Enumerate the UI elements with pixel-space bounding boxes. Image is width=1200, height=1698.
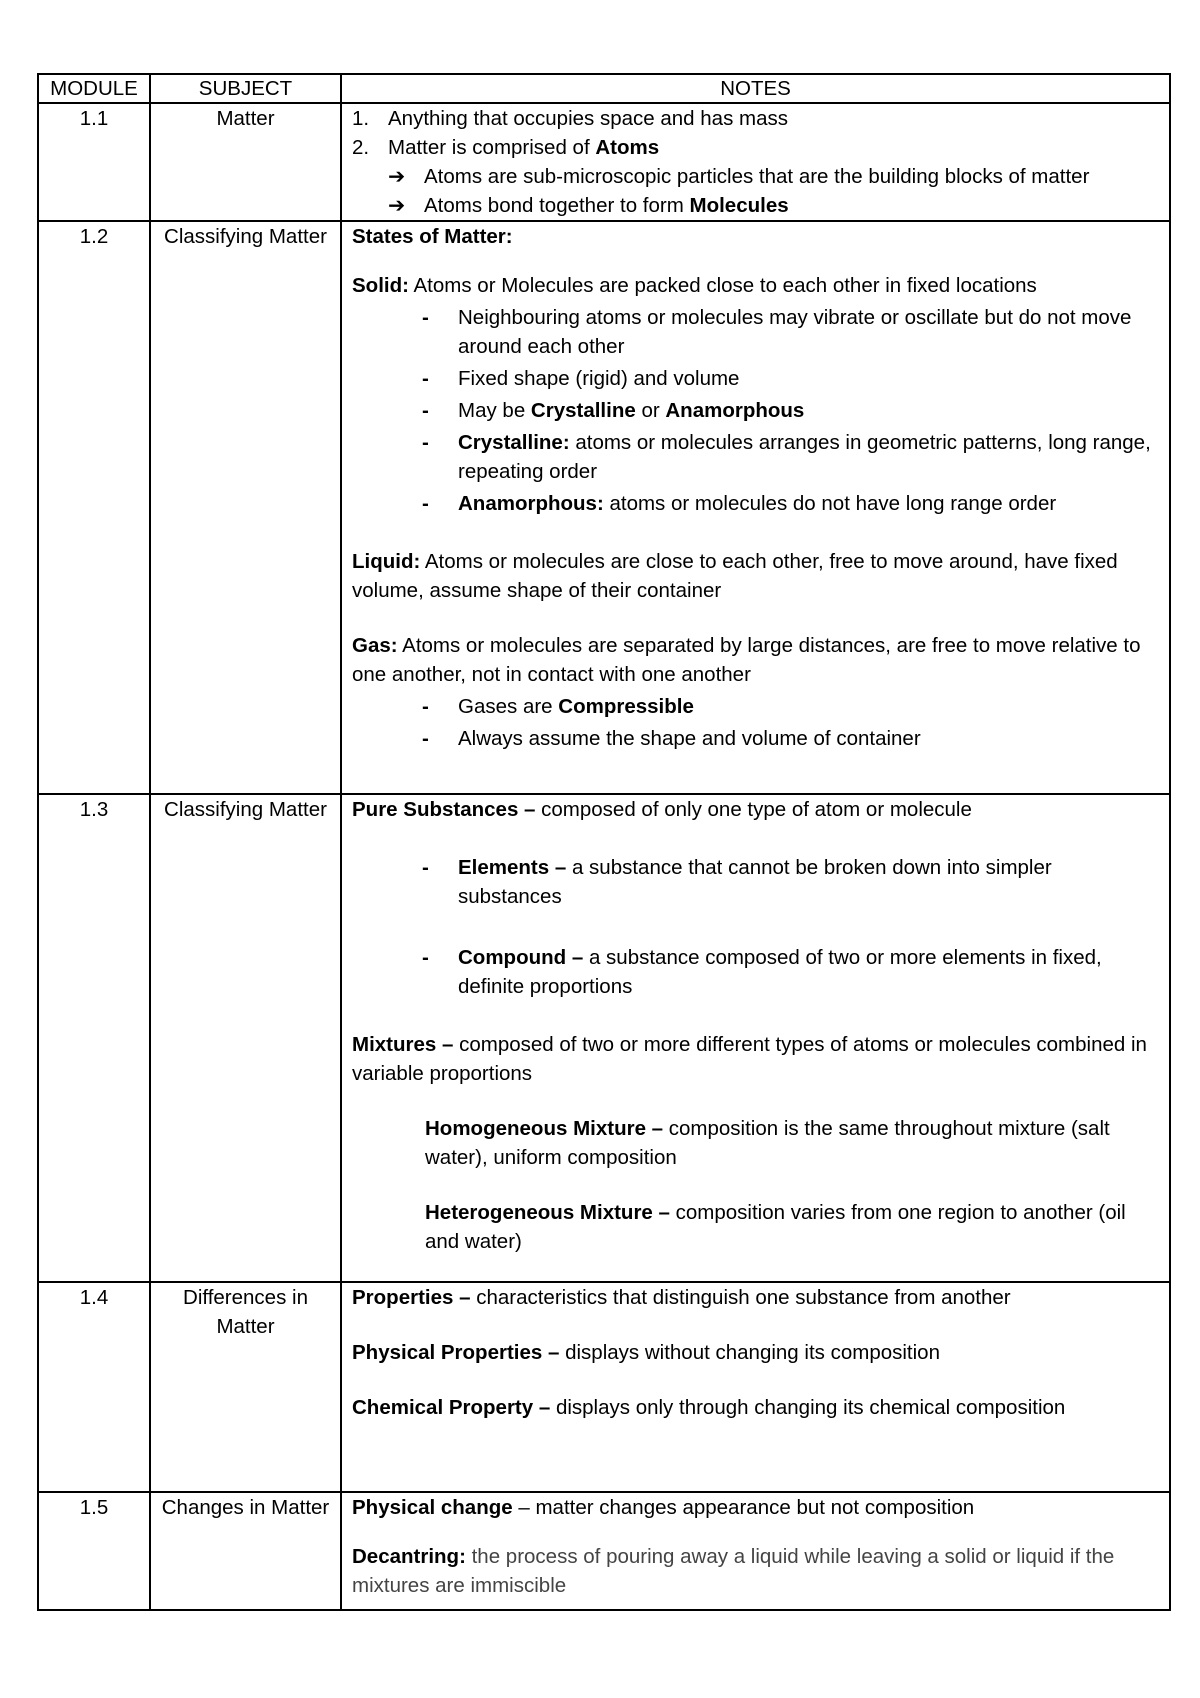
subject-cell: Changes in Matter: [150, 1492, 341, 1610]
list-item: [352, 162, 1159, 191]
list-item: [352, 133, 1159, 162]
paragraph: [352, 1030, 1159, 1088]
module-cell: 1.3: [38, 794, 150, 1282]
list-text: Neighbouring atoms or molecules may vibrate or oscillate but do not move around each other: [458, 306, 1132, 358]
table-row: [38, 1492, 1170, 1610]
list-item: - Neighbouring atoms or molecules may vibrate or oscillate but do not move around each other: [352, 303, 1159, 361]
notes-cell: [341, 221, 1170, 794]
list-item: [352, 104, 1159, 133]
term-text: composed of two or more different types of atoms or molecules combined in variable proportions: [352, 1033, 1147, 1085]
list-bold: Anamorphous:: [458, 492, 604, 515]
paragraph: [352, 631, 1159, 689]
paragraph: [352, 1198, 1159, 1256]
subject-cell: Matter: [150, 103, 341, 221]
term-label: Decantring:: [352, 1545, 466, 1568]
list-text: atoms or molecules do not have long range order: [603, 492, 1057, 515]
table-row: [38, 1282, 1170, 1492]
notes-cell: [341, 1282, 1170, 1492]
list-text: atoms or molecules arranges in geometric patterns, long range, repeating order: [458, 431, 1151, 483]
term-text: characteristics that distinguish one substance from another: [470, 1286, 1011, 1309]
module-cell: 1.1: [38, 103, 150, 221]
notes-cell: [341, 103, 1170, 221]
list-item: - Crystalline: atoms or molecules arranges in geometric patterns, long range, repeating order: [422, 431, 1151, 483]
list-item: - Anamorphous: atoms or molecules do not have long range order: [422, 492, 1057, 515]
term-text: composition varies from one region to another (oil and water): [425, 1201, 1126, 1253]
term-label: Pure Substances –: [352, 798, 536, 821]
module-cell: 1.4: [38, 1282, 150, 1492]
list-bold: Crystalline:: [458, 431, 570, 454]
list-text: Atoms bond together to form: [424, 194, 690, 217]
paragraph: [352, 1283, 1159, 1312]
list-bold: Anamorphous: [665, 399, 805, 422]
list-text: Anything that occupies space and has mass: [388, 107, 788, 130]
header-row: [38, 74, 1170, 103]
module-cell: 1.2: [38, 221, 150, 794]
notes-table: [37, 73, 1171, 1611]
term-text: Atoms or molecules are separated by large distances, are free to move relative to one another, not in contact with one another: [352, 634, 1141, 686]
paragraph: [352, 1493, 1159, 1522]
arrow-icon: ➔: [388, 194, 406, 217]
paragraph: [352, 1114, 1159, 1172]
header-module: MODULE: [38, 74, 150, 103]
term-label: Chemical Property –: [352, 1396, 551, 1419]
list-item: - May be Crystalline or Anamorphous: [422, 399, 805, 422]
header-subject: SUBJECT: [150, 74, 341, 103]
term-label: Gas:: [352, 634, 398, 657]
term-text: – matter changes appearance but not composition: [512, 1496, 975, 1519]
term-text: Atoms or molecules are close to each other, free to move around, have fixed volume, assume shape of their container: [352, 550, 1118, 602]
list-bold: Compressible: [558, 695, 694, 718]
term-text: composition is the same throughout mixture (salt water), uniform composition: [425, 1117, 1110, 1169]
list-text: a substance composed of two or more elements in fixed, definite proportions: [458, 946, 1102, 998]
list-item: - Fixed shape (rigid) and volume: [352, 364, 1159, 393]
list-bold: Molecules: [689, 194, 789, 217]
term-label: Liquid:: [352, 550, 421, 573]
list-text: Fixed shape (rigid) and volume: [458, 367, 740, 390]
paragraph: [352, 1542, 1159, 1600]
paragraph: [352, 1338, 1159, 1367]
subject-cell: Classifying Matter: [150, 221, 341, 794]
term-text: displays without changing its composition: [559, 1341, 940, 1364]
list-item: - Gases are Compressible: [422, 695, 694, 718]
subject-cell: Classifying Matter: [150, 794, 341, 1282]
list-bold: Compound –: [458, 946, 584, 969]
term-label: Mixtures –: [352, 1033, 454, 1056]
notes-cell: [341, 1492, 1170, 1610]
table-row: [38, 103, 1170, 221]
paragraph: [352, 271, 1159, 300]
term-label: Physical Properties –: [352, 1341, 560, 1364]
section-heading: States of Matter:: [352, 225, 513, 248]
list-bold: Elements –: [458, 856, 567, 879]
list-item: - Compound – a substance composed of two or more elements in fixed, definite proportions: [422, 946, 1102, 998]
list-text: Atoms are sub-microscopic particles that are the building blocks of matter: [424, 165, 1090, 188]
term-text: the process of pouring away a liquid while leaving a solid or liquid if the mixtures are immiscible: [352, 1545, 1115, 1597]
paragraph: [352, 547, 1159, 605]
module-cell: 1.5: [38, 1492, 150, 1610]
list-number: 2.: [352, 136, 370, 159]
list-bold: Atoms: [595, 136, 660, 159]
paragraph: [352, 795, 1159, 824]
term-text: Atoms or Molecules are packed close to each other in fixed locations: [408, 274, 1037, 297]
arrow-icon: ➔: [388, 165, 406, 188]
list-text: Always assume the shape and volume of container: [458, 727, 921, 750]
header-notes: NOTES: [341, 74, 1170, 103]
term-text: displays only through changing its chemical composition: [550, 1396, 1066, 1419]
list-text: Matter is comprised of: [388, 136, 596, 159]
list-item: - Always assume the shape and volume of container: [352, 724, 1159, 753]
table-row: [38, 221, 1170, 794]
subject-cell: Differences in Matter: [150, 1282, 341, 1492]
notes-cell: [341, 794, 1170, 1282]
table-row: [38, 794, 1170, 1282]
term-text: composed of only one type of atom or molecule: [535, 798, 972, 821]
term-label: Homogeneous Mixture –: [425, 1117, 664, 1140]
term-label: Heterogeneous Mixture –: [425, 1201, 670, 1224]
list-bold: Crystalline: [530, 399, 636, 422]
list-text: a substance that cannot be broken down into simpler substances: [458, 856, 1052, 908]
term-label: Physical change: [352, 1496, 513, 1519]
term-label: Properties –: [352, 1286, 471, 1309]
list-number: 1.: [352, 107, 370, 130]
list-item: - Elements – a substance that cannot be broken down into simpler substances: [422, 856, 1052, 908]
list-item: [352, 191, 1159, 220]
list-text: May be: [458, 399, 531, 422]
paragraph: [352, 1393, 1159, 1422]
term-label: Solid:: [352, 274, 409, 297]
list-text: or: [635, 399, 666, 422]
list-text: Gases are: [458, 695, 559, 718]
